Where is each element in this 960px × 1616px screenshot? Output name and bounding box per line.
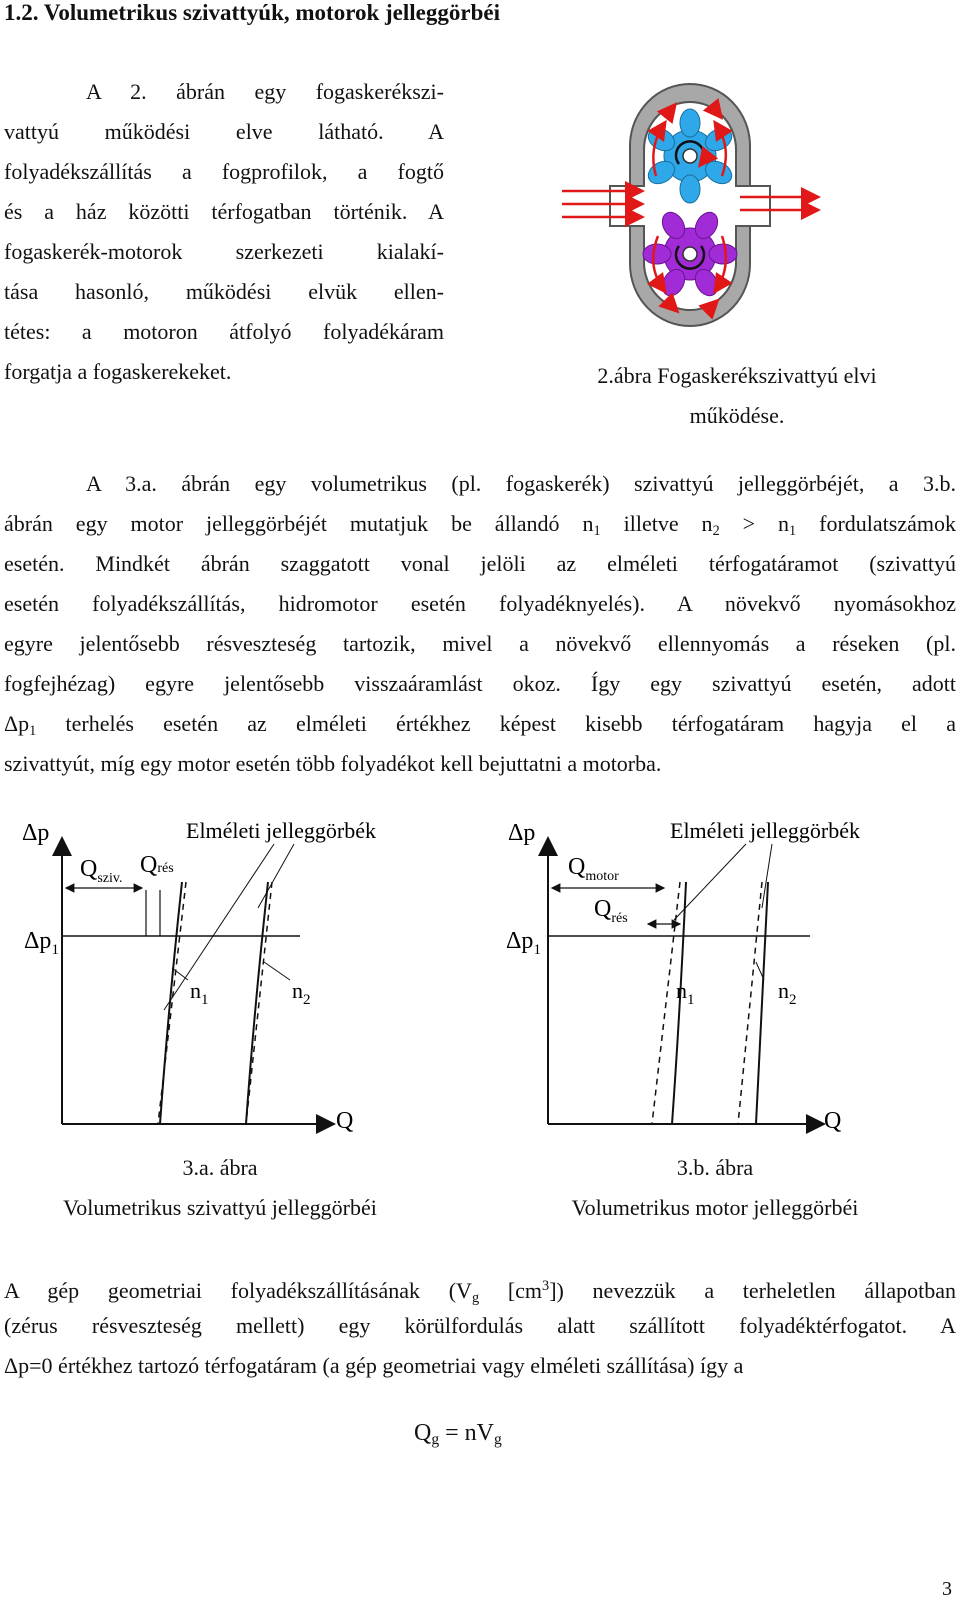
intro-line: vattyú működési elve látható. A <box>4 119 444 144</box>
tail-paragraph <box>4 1266 956 1386</box>
intro-line: forgatja a fogaskerekeket. <box>4 359 232 384</box>
n2-real-curve <box>246 882 268 1124</box>
n2-theory-dashed <box>246 882 272 1124</box>
x-axis-label: Q <box>824 1108 842 1134</box>
q-sziv-label: $Q_{sziv.}$ <box>80 856 123 886</box>
theory-label: Elméleti jelleggörbék <box>186 818 376 843</box>
n1-theory-dashed <box>652 882 680 1124</box>
equation: $Q_g = nV_g$ <box>414 1420 502 1448</box>
figure3a-title: Volumetrikus szivattyú jelleggörbéi <box>63 1195 377 1220</box>
tail-line: A gép geometriai folyadékszállításának ($V_g$ $[cm^3]$) nevezzük a terheletlen állapotban <box>4 1278 956 1306</box>
body-paragraph <box>4 464 956 784</box>
body-line: szivattyút, míg egy motor esetén több folyadékot kell bejuttatni a motorba. <box>4 751 662 776</box>
figure3a-number: 3.a. ábra <box>182 1155 258 1180</box>
body-line: esetén folyadékszállítás, hidromotor esetén folyadéknyelés). A növekvő nyomásokhoz <box>4 591 956 616</box>
intro-line: és a ház közötti térfogatban történik. A <box>4 199 444 224</box>
n1-label: $n_1$ <box>190 978 209 1008</box>
body-line: $\Delta p_1$ terhelés esetén az elméleti értékhez képest kisebb térfogatáram hagyja el a <box>4 711 956 739</box>
intro-paragraph <box>4 72 444 392</box>
body-line: esetén. Mindkét ábrán szaggatott vonal jelöli az elméleti térfogatáramot (szivattyú <box>4 551 956 576</box>
body-line: ábrán egy motor jelleggörbéjét mutatjuk be állandó $n_1$ illetve $n_2 > n_1$ fordulatszámok <box>4 511 956 539</box>
q-res-label: Qrés <box>140 852 174 878</box>
intro-line: tétes: a motoron átfolyó folyadékáram <box>4 319 444 344</box>
body-line: fogfejhézag) egyre jelentősebb visszaáramlást okoz. Így egy szivattyú esetén, adott <box>4 671 956 696</box>
q-motor-label: $Q_{motor}$ <box>568 854 619 884</box>
section-title: 1.2. Volumetrikus szivattyúk, motorok jelleggörbéi <box>4 0 500 25</box>
gear-pump-figure <box>560 76 920 340</box>
pump-characteristic-chart <box>14 812 444 1144</box>
intro-line: fogaskerék-motorok szerkezeti kialakí- <box>4 239 444 264</box>
figure2-caption <box>532 356 942 436</box>
figure3b-caption <box>510 1148 920 1228</box>
body-line: A 3.a. ábrán egy volumetrikus (pl. fogaskerék) szivattyú jelleggörbéjét, a 3.b. <box>86 471 956 496</box>
theory-pointer <box>258 844 294 908</box>
page-number: 3 <box>942 1578 952 1600</box>
theory-label: Elméleti jelleggörbék <box>670 818 860 843</box>
y-axis-label: Δp <box>22 820 50 846</box>
dp1-label: $\Delta p_1$ <box>24 928 59 958</box>
tail-line: (zérus résveszteség mellett) egy körülfordulás alatt szállított folyadéktérfogatot. A <box>4 1313 956 1338</box>
intro-line: folyadékszállítás a fogprofilok, a fogtő <box>4 159 444 184</box>
figure2-caption-line2: működése. <box>689 403 785 428</box>
body-line: egyre jelentősebb résveszteség tartozik, mivel a növekvő ellennyomás a réseken (pl. <box>4 631 956 656</box>
n1-real-curve <box>672 882 686 1124</box>
q-res-label: $Q_{rés}$ <box>594 896 628 926</box>
intro-line: A 2. ábrán egy fogaskerékszi- <box>86 79 444 104</box>
n1-label: $n_1$ <box>676 978 695 1008</box>
figure3b-title: Volumetrikus motor jelleggörbéi <box>571 1195 859 1220</box>
x-axis-label: Q <box>336 1108 354 1134</box>
intro-line: tása hasonló, működési elvük ellen- <box>4 279 444 304</box>
dp1-label: $\Delta p_1$ <box>506 928 541 958</box>
motor-characteristic-chart <box>500 812 930 1144</box>
n2-label: $n_2$ <box>778 978 797 1008</box>
y-axis-label: Δp <box>508 820 536 846</box>
figure3a-caption <box>10 1148 430 1228</box>
n1-real-curve <box>160 882 182 1124</box>
n2-label: $n_2$ <box>292 978 311 1008</box>
figure2-caption-line1: 2.ábra Fogaskerékszivattyú elvi <box>597 363 877 388</box>
tail-line: Δp=0 értékhez tartozó térfogatáram (a gép geometriai vagy elméleti szállítása) így a <box>4 1353 744 1378</box>
figure3b-number: 3.b. ábra <box>676 1155 754 1180</box>
